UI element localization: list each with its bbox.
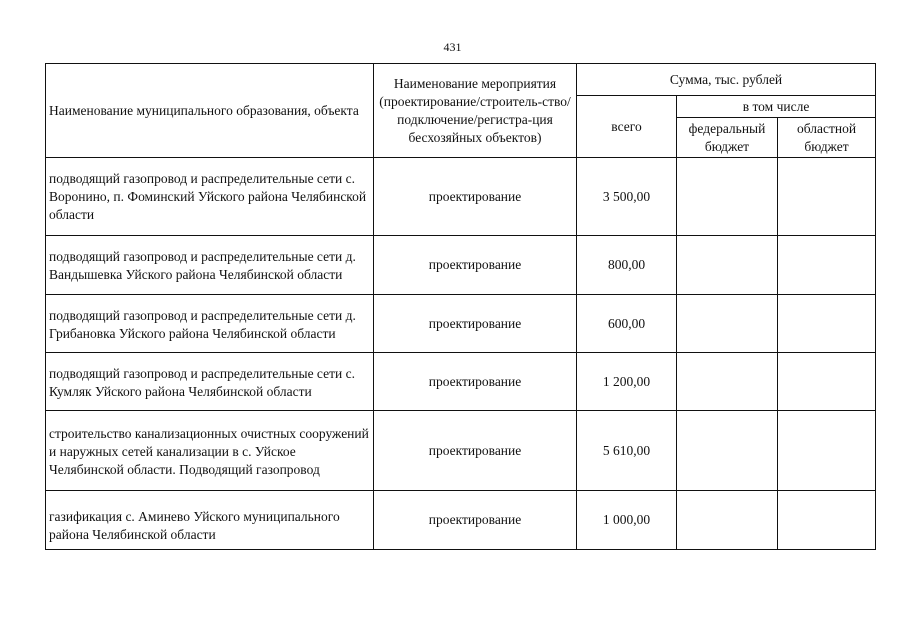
row-action: проектирование [374, 411, 577, 491]
row-total: 1 000,00 [577, 491, 677, 550]
header-including: в том числе [677, 96, 876, 118]
row-regional [778, 158, 876, 236]
row-action: проектирование [374, 353, 577, 411]
row-object: строительство канализационных очистных сооружений и наружных сетей канализации в с. Уйское Челябинской области. Подводящий газопровод [46, 411, 374, 491]
row-action: проектирование [374, 236, 577, 295]
header-regional: областной бюджет [778, 118, 876, 158]
header-object: Наименование муниципального образования, объекта [46, 64, 374, 158]
row-object: подводящий газопровод и распределительные сети д. Грибановка Уйского района Челябинской области [46, 295, 374, 353]
row-action: проектирование [374, 158, 577, 236]
table-row [46, 236, 876, 295]
row-action: проектирование [374, 491, 577, 550]
row-regional [778, 411, 876, 491]
row-object: подводящий газопровод и распределительные сети с. Воронино, п. Фоминский Уйского района Челябинской области [46, 158, 374, 236]
table-row [46, 295, 876, 353]
table-row [46, 158, 876, 236]
table-row [46, 353, 876, 411]
table-row [46, 411, 876, 491]
table-row [46, 491, 876, 550]
row-object: газификация с. Аминево Уйского муниципального района Челябинской области [46, 491, 374, 550]
row-regional [778, 295, 876, 353]
row-federal [677, 295, 778, 353]
row-action: проектирование [374, 295, 577, 353]
row-total: 5 610,00 [577, 411, 677, 491]
header-total: всего [577, 96, 677, 158]
header-sum: Сумма, тыс. рублей [577, 64, 876, 96]
row-total: 800,00 [577, 236, 677, 295]
row-federal [677, 411, 778, 491]
row-total: 1 200,00 [577, 353, 677, 411]
row-object: подводящий газопровод и распределительные сети с. Кумляк Уйского района Челябинской области [46, 353, 374, 411]
header-action: Наименование мероприятия (проектирование/строитель-ство/подключение/регистра-ция бесхозяйных объектов) [374, 64, 577, 158]
row-total: 600,00 [577, 295, 677, 353]
row-regional [778, 236, 876, 295]
row-regional [778, 491, 876, 550]
row-regional [778, 353, 876, 411]
page-number: 431 [443, 40, 462, 54]
row-object: подводящий газопровод и распределительные сети д. Вандышевка Уйского района Челябинской области [46, 236, 374, 295]
row-federal [677, 491, 778, 550]
row-federal [677, 236, 778, 295]
header-federal: федеральный бюджет [677, 118, 778, 158]
row-federal [677, 353, 778, 411]
budget-table [45, 63, 876, 550]
row-federal [677, 158, 778, 236]
row-total: 3 500,00 [577, 158, 677, 236]
